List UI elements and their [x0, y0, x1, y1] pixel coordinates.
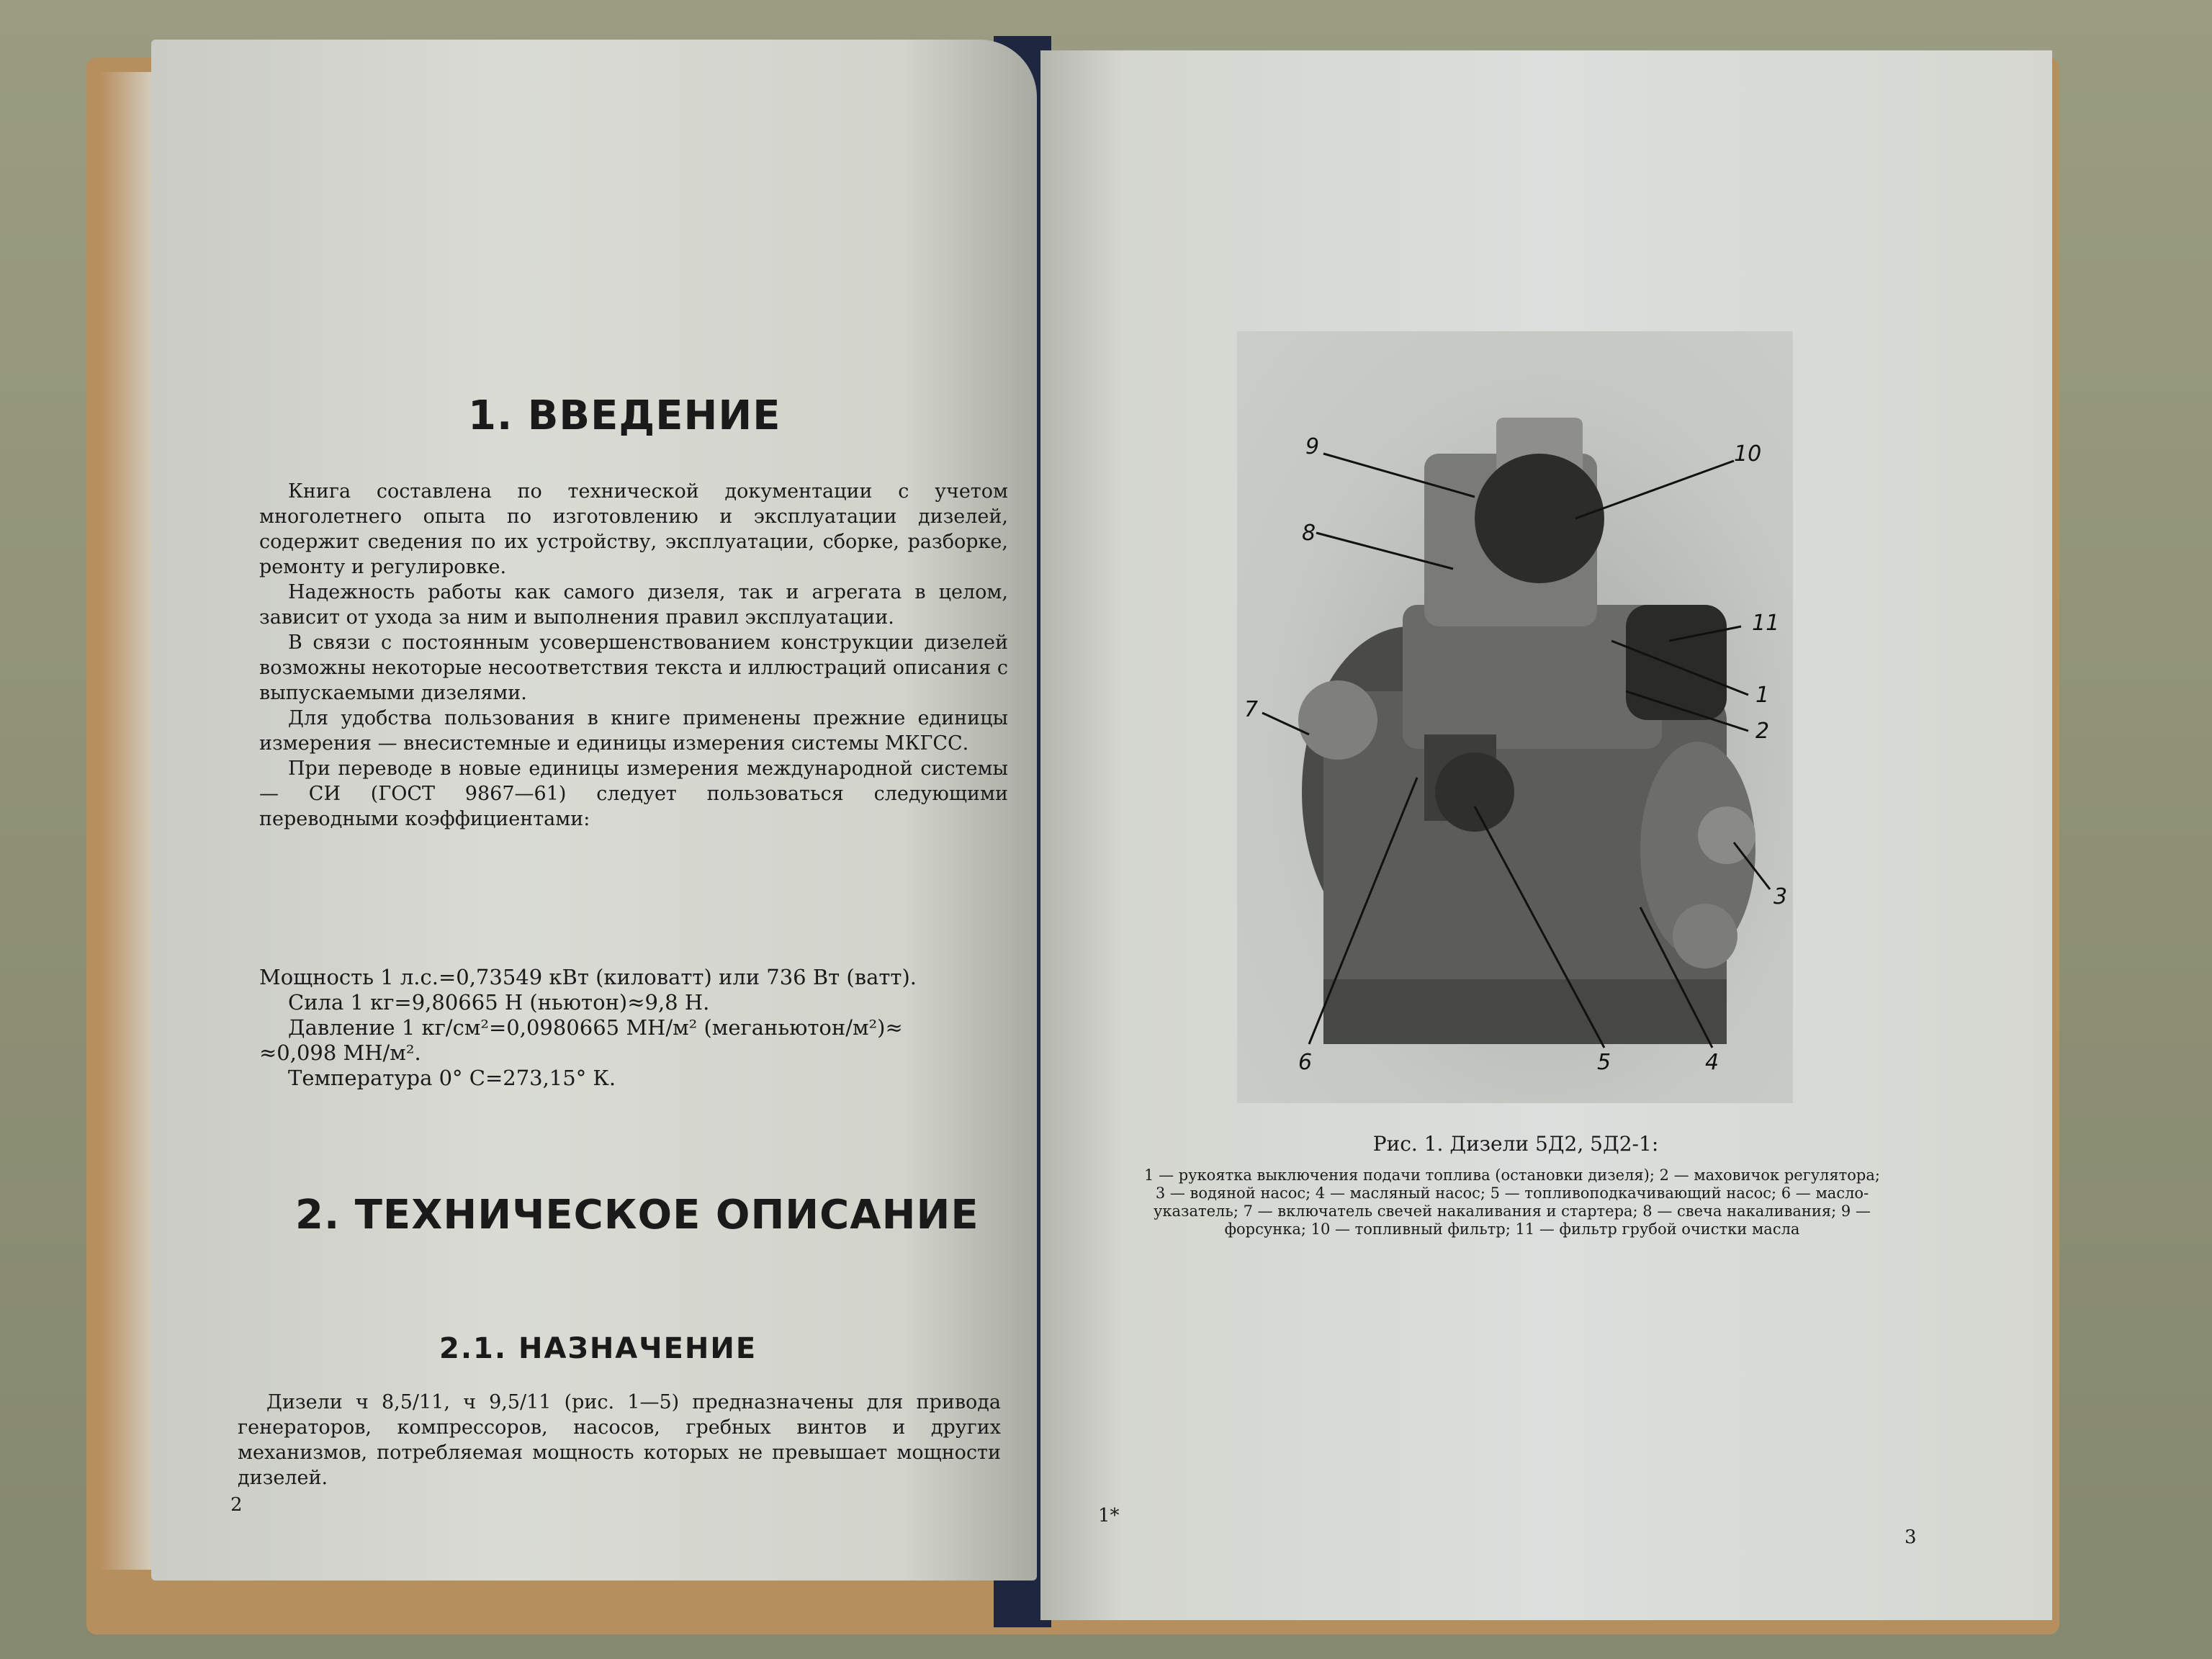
page-number-right: 3: [1905, 1527, 1917, 1548]
heading-introduction: 1. ВВЕДЕНИЕ: [468, 392, 781, 439]
callout-4: 4: [1705, 1050, 1719, 1075]
legend-line: указатель; 7 — включатель свечей накаливания и стартера; 8 — свеча накаливания; 9 —: [1154, 1202, 1871, 1220]
callout-1: 1: [1755, 683, 1770, 708]
page-number-left: 2: [230, 1494, 243, 1516]
unit-conversions: [259, 965, 1022, 1091]
legend-line: форсунка; 10 — топливный фильтр; 11 — фильтр грубой очистки масла: [1224, 1220, 1800, 1238]
diesel-engine-illustration: [1237, 331, 1793, 1103]
purpose-paragraph: Дизели ч 8,5/11, ч 9,5/11 (рис. 1—5) предназначены для привода генераторов, компрессоров, насосов, гребных винтов и других механизмов, потребляемая мощность которых не превышает мощности дизелей.: [238, 1391, 1001, 1489]
signature-mark: 1*: [1098, 1505, 1120, 1527]
page-edges: [101, 72, 158, 1570]
intro-paragraph: Надежность работы как самого дизеля, так и агрегата в целом, зависит от ухода за ним и выполнения правил эксплуатации.: [259, 581, 1008, 629]
intro-paragraph: Для удобства пользования в книге применены прежние единицы измерения — внесистемные и единицы измерения системы МКГСС.: [259, 707, 1008, 755]
callout-10: 10: [1734, 441, 1762, 467]
unit-line: Температура 0° С=273,15° К.: [288, 1066, 616, 1090]
intro-paragraph: При переводе в новые единицы измерения международной системы — СИ (ГОСТ 9867—61) следует пользоваться следующими переводными коэффициентами:: [259, 757, 1008, 830]
engine-photo: [1237, 331, 1793, 1103]
callout-2: 2: [1755, 719, 1770, 744]
unit-line: Мощность 1 л.с.=0,73549 кВт (киловатт) или 736 Вт (ватт).: [259, 965, 917, 989]
callout-6: 6: [1298, 1050, 1313, 1075]
callout-3: 3: [1773, 884, 1788, 909]
callout-8: 8: [1302, 521, 1316, 546]
callout-7: 7: [1244, 697, 1259, 722]
purpose-text: [238, 1390, 1001, 1491]
callout-5: 5: [1597, 1050, 1611, 1075]
heading-technical-description: 2. ТЕХНИЧЕСКОЕ ОПИСАНИЕ: [295, 1192, 979, 1238]
left-page: [151, 40, 1037, 1581]
figure-caption-title: Рис. 1. Дизели 5Д2, 5Д2-1:: [1372, 1132, 1659, 1156]
legend-line: 1 — рукоятка выключения подачи топлива (остановки дизеля); 2 — маховичок регулятора;: [1144, 1166, 1880, 1184]
intro-paragraph: Книга составлена по технической документации с учетом многолетнего опыта по изготовлению и эксплуатации дизелей, содержит сведения по их устройству, эксплуатации, сборке, разборке, ремонту и регулировке.: [259, 480, 1008, 578]
unit-line: Сила 1 кг=9,80665 Н (ньютон)≈9,8 Н.: [288, 990, 710, 1015]
legend-line: 3 — водяной насос; 4 — масляный насос; 5 — топливоподкачивающий насос; 6 — масло-: [1155, 1184, 1869, 1202]
intro-paragraph: В связи с постоянным усовершенствованием конструкции дизелей возможны некоторые несоответствия текста и иллюстраций описания с выпускаемыми дизелями.: [259, 631, 1008, 704]
callout-9: 9: [1305, 434, 1320, 459]
callout-11: 11: [1752, 611, 1780, 636]
figure-legend: [1066, 1166, 1959, 1238]
unit-line: ≈0,098 МН/м².: [259, 1040, 421, 1065]
intro-text: [259, 479, 1008, 832]
unit-line: Давление 1 кг/см²=0,0980665 МН/м² (меганьютон/м²)≈: [288, 1015, 903, 1040]
heading-purpose: 2.1. НАЗНАЧЕНИЕ: [439, 1332, 757, 1365]
